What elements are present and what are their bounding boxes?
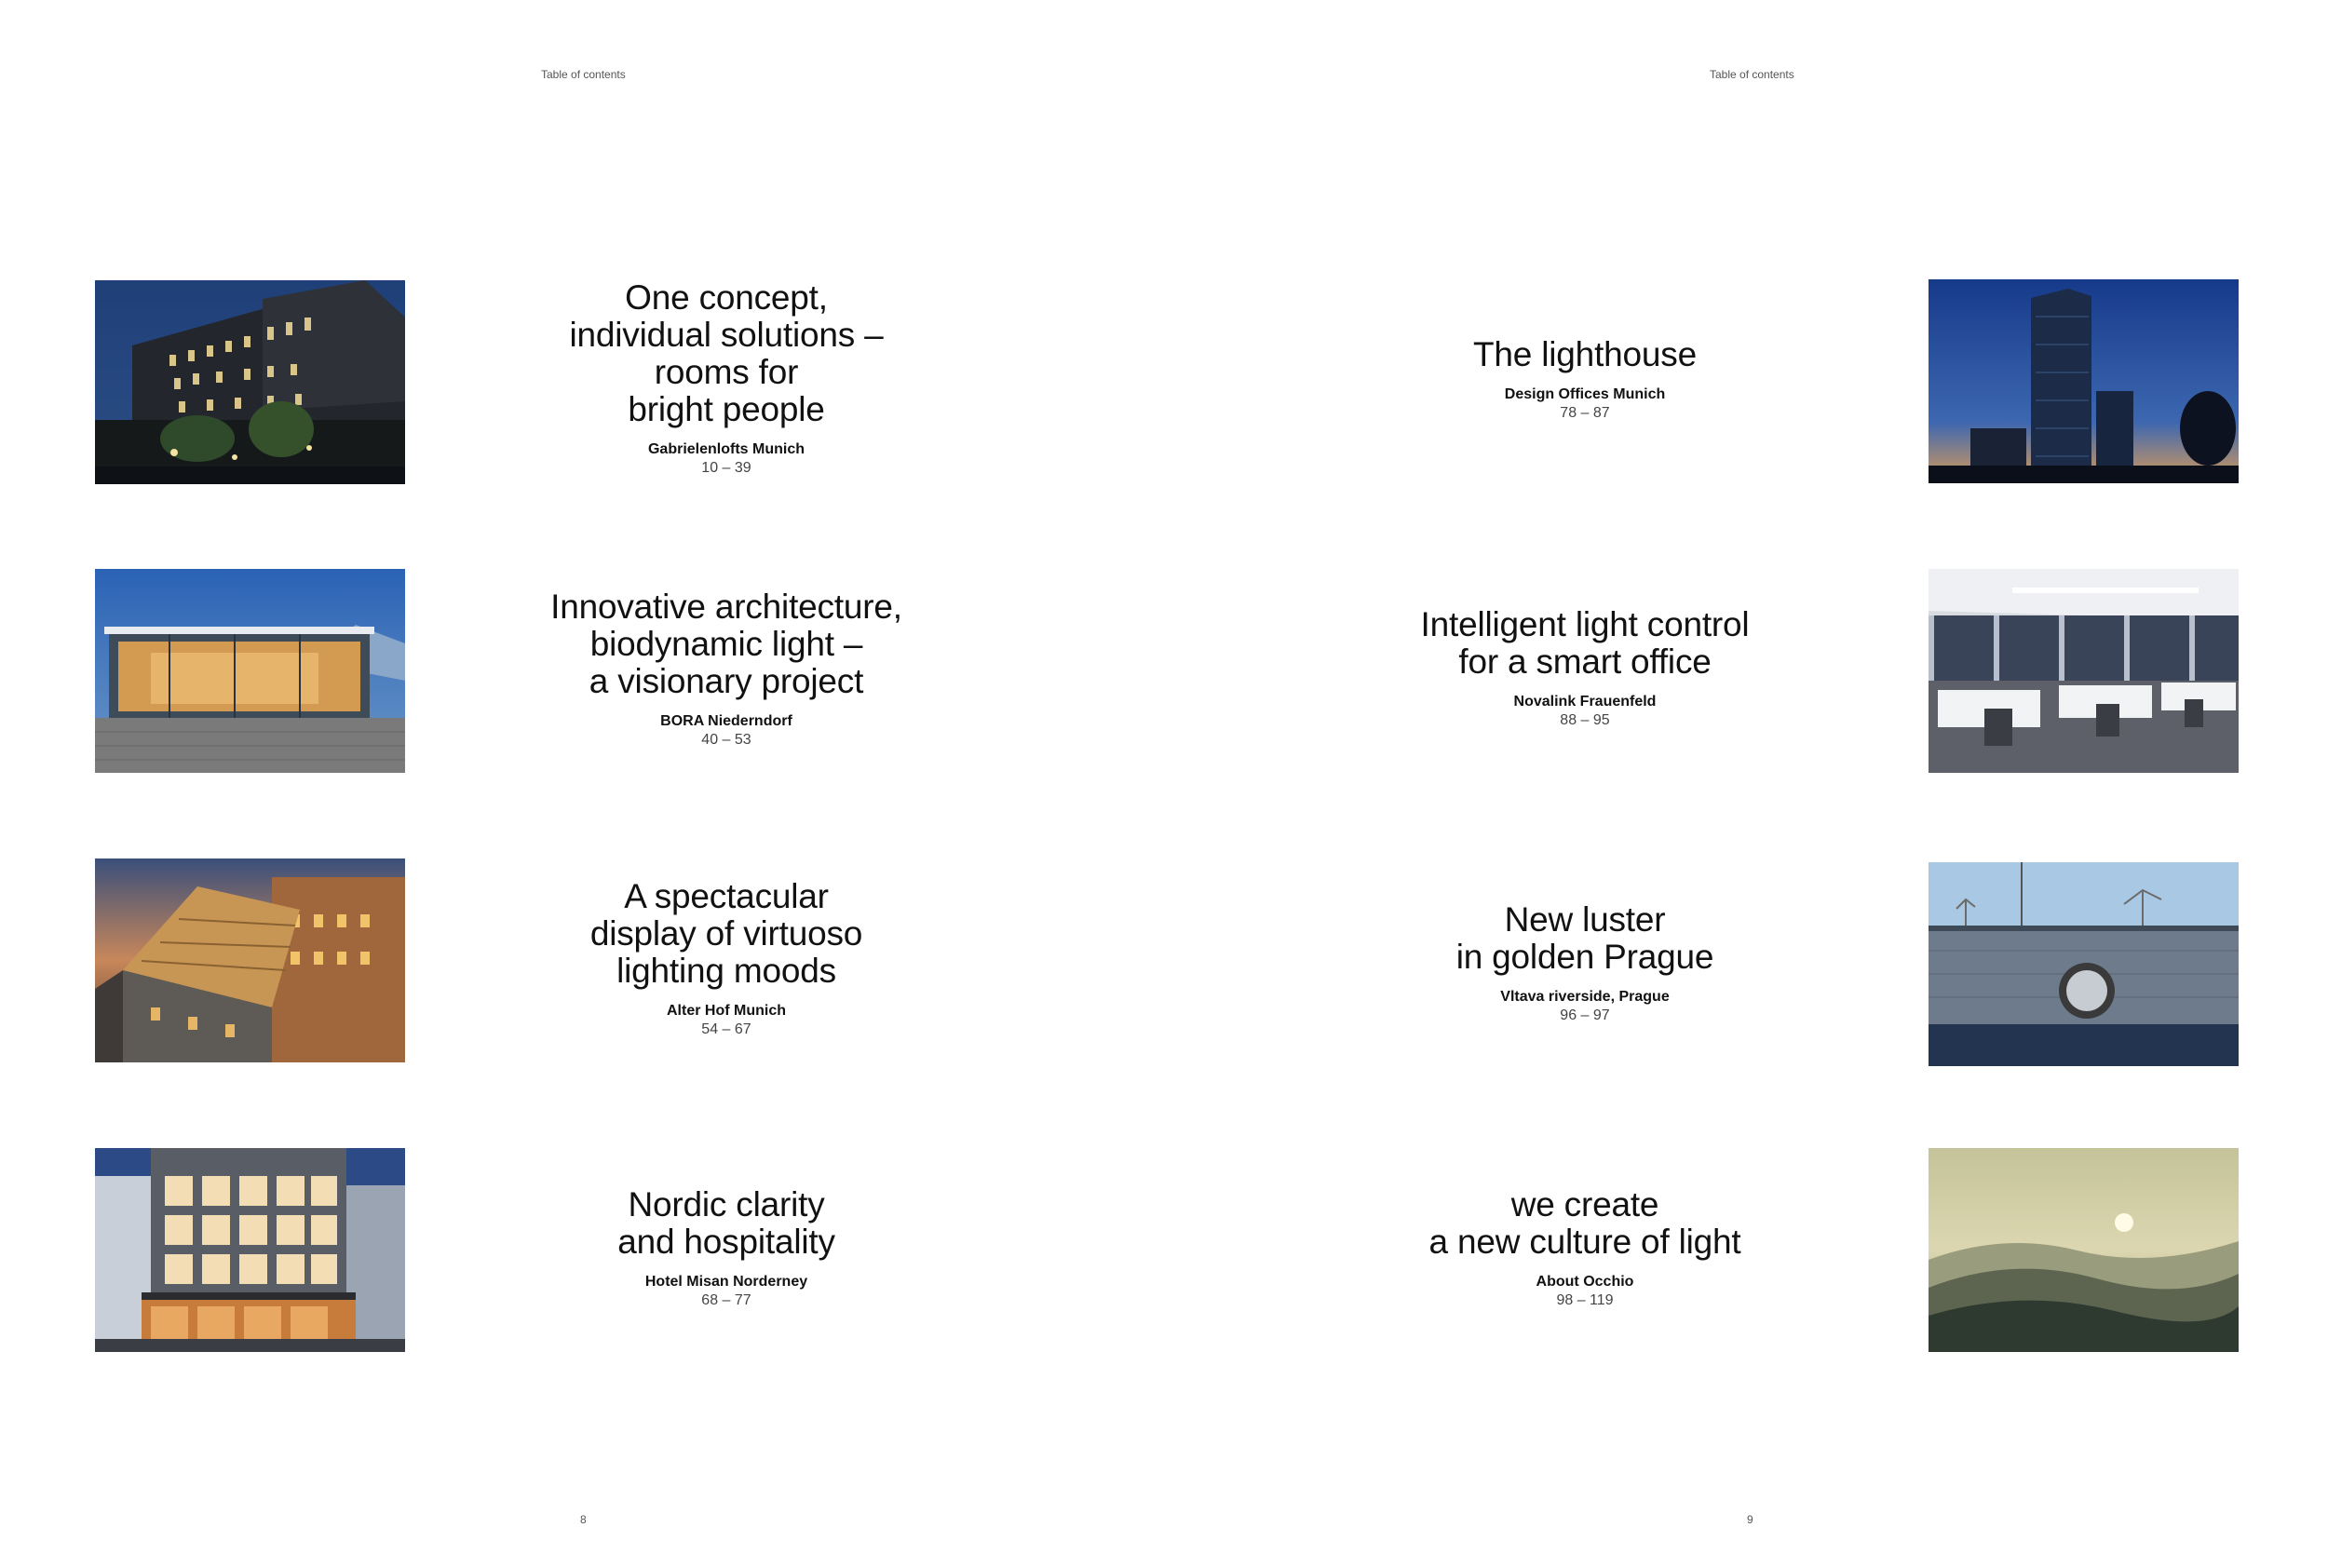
misty-mountain-sunrise-photo <box>1929 1148 2239 1352</box>
right-page-number: 9 <box>1747 1513 1753 1526</box>
toc-entry-left-1[interactable] <box>428 279 1024 478</box>
toc-entry-right-3[interactable] <box>1287 901 1883 1025</box>
toc-entry-left-2[interactable] <box>428 588 1024 750</box>
open-plan-office-photo <box>1929 569 2239 773</box>
left-page-header: Table of contents <box>541 68 626 81</box>
entry-title: Innovative architecture, biodynamic light – a visionary project <box>550 588 902 700</box>
entry-page-range: 98 – 119 <box>1556 1292 1614 1308</box>
toc-entry-left-3[interactable] <box>428 878 1024 1039</box>
hotel-facade-dusk-photo <box>95 1148 405 1352</box>
entry-title: One concept, individual solutions – rooms for bright people <box>569 278 884 428</box>
entry-title: Nordic clarity and hospitality <box>617 1185 835 1261</box>
entry-page-range: 68 – 77 <box>701 1292 751 1308</box>
entry-project-name: Gabrielenlofts Munich <box>647 441 805 457</box>
toc-entry-left-4[interactable] <box>428 1186 1024 1310</box>
entry-project-name: Novalink Frauenfeld <box>1513 694 1657 710</box>
entry-page-range: 40 – 53 <box>701 732 751 748</box>
glass-roof-historic-building-photo <box>95 858 405 1062</box>
riverside-wall-round-window-photo <box>1929 862 2239 1066</box>
entry-title: New luster in golden Prague <box>1455 900 1714 976</box>
entry-project-name: Vltava riverside, Prague <box>1500 989 1670 1005</box>
toc-entry-right-2[interactable] <box>1287 606 1883 730</box>
night-residential-building-photo <box>95 280 405 484</box>
toc-entry-right-1[interactable] <box>1287 336 1883 423</box>
entry-project-name: BORA Niederndorf <box>660 713 792 729</box>
entry-page-range: 78 – 87 <box>1560 405 1610 421</box>
entry-page-range: 96 – 97 <box>1560 1007 1610 1023</box>
entry-page-range: 10 – 39 <box>701 460 751 476</box>
entry-page-range: 88 – 95 <box>1560 712 1610 728</box>
left-page-number: 8 <box>580 1513 587 1526</box>
entry-title: The lighthouse <box>1473 335 1697 373</box>
toc-entry-right-4[interactable] <box>1287 1186 1883 1310</box>
right-page-header: Table of contents <box>1710 68 1794 81</box>
entry-project-name: Design Offices Munich <box>1504 386 1666 402</box>
glass-pavilion-rooftop-photo <box>95 569 405 773</box>
entry-project-name: About Occhio <box>1536 1274 1634 1290</box>
entry-title: we create a new culture of light <box>1428 1185 1741 1261</box>
entry-page-range: 54 – 67 <box>701 1021 751 1037</box>
office-tower-dusk-photo <box>1929 279 2239 483</box>
entry-project-name: Hotel Misan Norderney <box>644 1274 808 1290</box>
entry-project-name: Alter Hof Munich <box>667 1003 786 1019</box>
entry-title: Intelligent light control for a smart office <box>1420 605 1750 681</box>
entry-title: A spectacular display of virtuoso lighting moods <box>589 877 863 990</box>
